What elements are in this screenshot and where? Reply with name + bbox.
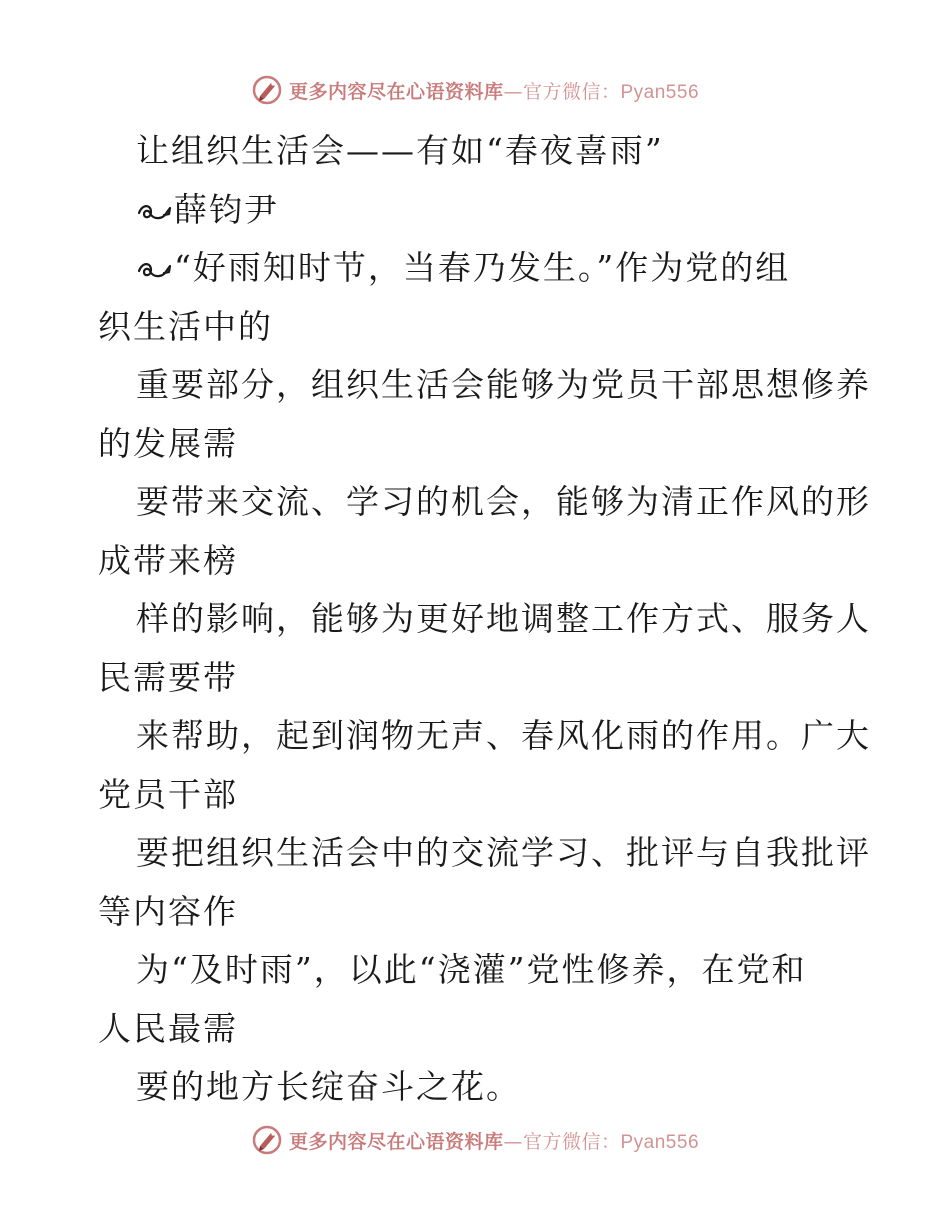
pen-logo-icon xyxy=(251,74,283,106)
watermark-text: 更多内容尽在心语资料库—官方微信：Pyan556 xyxy=(288,80,700,103)
paragraph-line: “好雨知时节，当春乃发生。”作为党的组 xyxy=(98,239,858,298)
paragraph-line: 为“及时雨”，以此“浇灌”党性修养，在党和 xyxy=(136,950,807,989)
paragraph-line: 样的影响，能够为更好地调整工作方式、服务人 xyxy=(136,599,871,638)
footer-watermark xyxy=(0,1120,950,1160)
document-body xyxy=(98,122,871,1117)
paragraph-line: 成带来榜 xyxy=(98,540,238,580)
header-watermark xyxy=(0,70,950,110)
document-title: 让组织生活会——有如“春夜喜雨” xyxy=(136,131,664,170)
paragraph-line: 重要部分，组织生活会能够为党员干部思想修养 xyxy=(136,365,871,404)
paragraph-line: 等内容作 xyxy=(98,891,238,931)
author-line xyxy=(98,181,858,240)
paragraph-line: 人民最需 xyxy=(98,1008,238,1048)
flourish-icon xyxy=(136,201,172,223)
paragraph-line: 党员干部 xyxy=(98,774,238,814)
pen-logo-icon xyxy=(251,1124,283,1156)
paragraph-line: 要把组织生活会中的交流学习、批评与自我批评 xyxy=(136,833,871,872)
paragraph-line: 来帮助，起到润物无声、春风化雨的作用。广大 xyxy=(136,716,871,755)
flourish-icon xyxy=(136,259,172,281)
watermark-text: 更多内容尽在心语资料库—官方微信：Pyan556 xyxy=(288,1130,700,1153)
paragraph-line: 的发展需 xyxy=(98,423,238,463)
paragraph-line: 要带来交流、学习的机会，能够为清正作风的形 xyxy=(136,482,871,521)
paragraph-line: 织生活中的 xyxy=(98,306,273,346)
paragraph-line: 民需要带 xyxy=(98,657,238,697)
author-name: 薛钧尹 xyxy=(174,189,279,229)
paragraph-line: 要的地方长绽奋斗之花。 xyxy=(136,1067,521,1106)
